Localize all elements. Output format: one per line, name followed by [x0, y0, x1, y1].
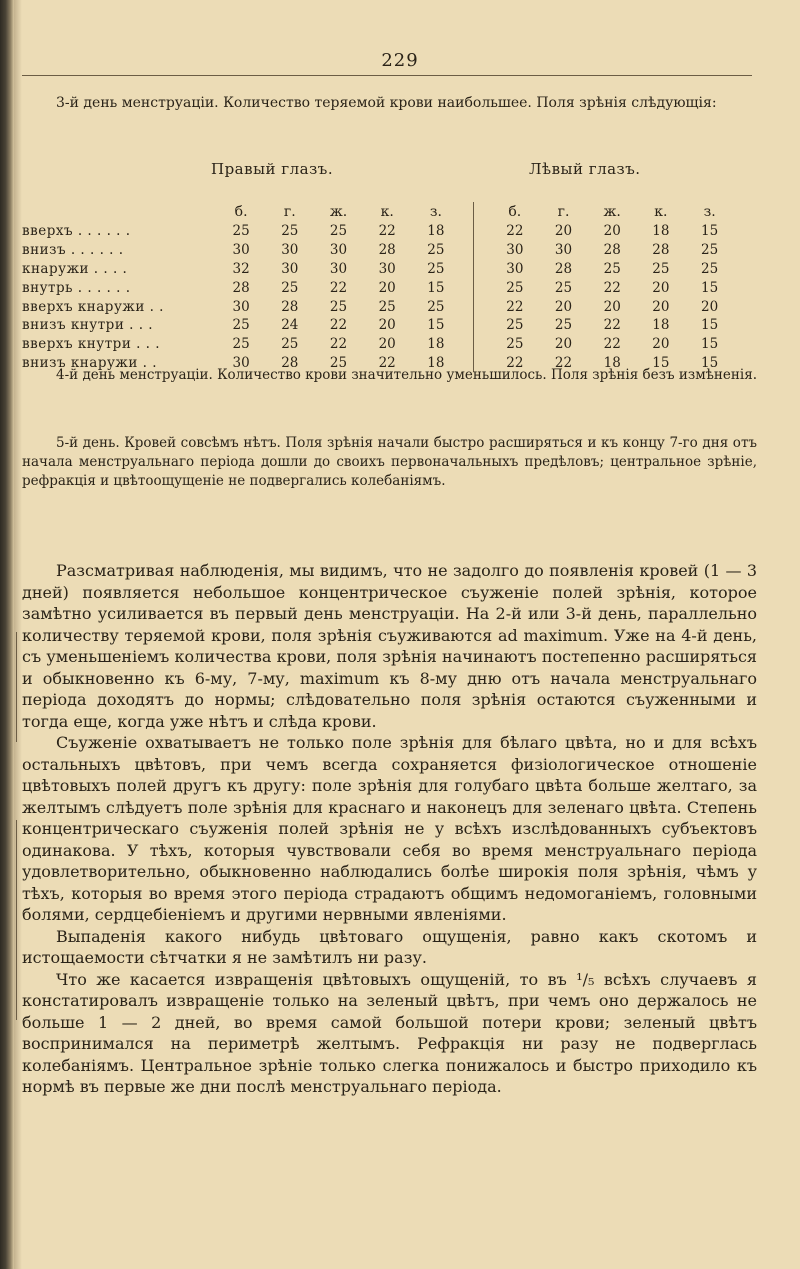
row-label: внизъ кнаружи . . — [22, 354, 157, 371]
right-eye-value: 25 — [427, 260, 445, 277]
left-eye-value: 25 — [554, 279, 573, 296]
left-eye-value: 15 — [652, 354, 670, 371]
left-eye-value: 20 — [652, 279, 670, 296]
left-eye-value: 20 — [554, 298, 573, 315]
table-row — [22, 316, 734, 335]
column-divider — [460, 335, 474, 354]
left-eye-value: 25 — [701, 242, 719, 259]
left-eye-value: 28 — [554, 260, 573, 277]
left-eye-value: 20 — [652, 298, 670, 315]
right-eye-value: 25 — [329, 298, 348, 315]
left-eye-value: 18 — [652, 317, 670, 334]
col-header: з. — [429, 204, 442, 220]
left-eye-value: 28 — [603, 242, 621, 259]
right-eye-value: 28 — [378, 242, 396, 259]
spacer — [474, 297, 491, 316]
right-eye-value: 25 — [427, 298, 445, 315]
body-paragraph: Разсматривая наблюденія, мы видимъ, что не задолго до появленія кровей (1 — 3 дней) появляется небольшое концентрическое съуженіе полей зрѣнія, которое замѣтно усиливается въ первый день менструаціи. На 2-й или 3-й день, параллельно количеству теряемой крови, поля зрѣнія съуживаются ad maximum. Уже на 4-й день, съ уменьшеніемъ количества крови, поля зрѣнія начинаютъ постепенно расширяться и обыкновенно къ 6-му, 7-му, maximum къ 8-му дню отъ начала менструальнаго періода доходятъ до нормы; слѣдовательно поля зрѣнія остаются съуженными и тогда еще, когда уже нѣтъ и слѣда крови. — [22, 561, 757, 731]
table-row — [22, 241, 734, 260]
right-eye-value: 22 — [378, 223, 396, 240]
spacer — [474, 241, 491, 260]
right-eye-value: 20 — [378, 336, 396, 353]
left-eye-value: 20 — [652, 336, 670, 353]
table-header-row — [22, 202, 734, 222]
left-eye-value: 30 — [554, 242, 573, 259]
col-header: г. — [283, 204, 296, 220]
row-label: вверхъ . . . . . . — [22, 223, 131, 240]
row-label: кнаружи . . . . — [22, 260, 128, 277]
body-paragraph: Выпаденія какого нибудь цвѣтоваго ощущенія, равно какъ скотомъ и истощаемости сѣтчатки я не замѣтилъ ни разу. — [22, 926, 757, 967]
spacer — [474, 222, 491, 241]
left-eye-value: 28 — [652, 242, 670, 259]
main-text — [22, 560, 757, 1098]
left-eye-value: 15 — [701, 336, 719, 353]
right-eye-value: 30 — [281, 260, 299, 277]
right-eye-value: 20 — [378, 279, 396, 296]
left-eye-value: 25 — [506, 317, 524, 334]
col-header: б. — [234, 204, 248, 220]
day3-paragraph — [22, 93, 757, 113]
right-eye-value: 25 — [329, 223, 348, 240]
right-eye-value: 25 — [281, 223, 299, 240]
left-eye-value: 15 — [701, 354, 719, 371]
right-eye-value: 25 — [232, 336, 250, 353]
row-label: вверхъ кнутри . . . — [22, 336, 161, 353]
spacer — [474, 202, 491, 222]
table-row — [22, 278, 734, 297]
day5-paragraph — [22, 434, 757, 491]
table-row — [22, 297, 734, 316]
right-eye-value: 30 — [232, 242, 250, 259]
right-eye-value: 30 — [329, 260, 348, 277]
margin-mark — [16, 632, 17, 742]
right-eye-value: 25 — [232, 223, 250, 240]
table-body — [22, 222, 734, 372]
day4-text: 4-й день менструаціи. Количество крови значительно уменьшилось. Поля зрѣнія безъ измѣненія. — [56, 367, 758, 383]
left-eye-value: 22 — [554, 354, 573, 371]
left-eye-value: 20 — [603, 298, 621, 315]
left-eye-value: 25 — [603, 260, 621, 277]
day3-text: 3-й день менструаціи. Количество теряемой крови наибольшее. Поля зрѣнія слѣдующія: — [56, 95, 717, 111]
left-eye-value: 22 — [506, 298, 524, 315]
row-label: внизъ . . . . . . — [22, 242, 124, 259]
day5-text: 5-й день. Кровей совсѣмъ нѣтъ. Поля зрѣнія начали быстро расширяться и къ концу 7-го дня отъ начала менструальнаго періода дошли до своихъ первоначальныхъ предѣловъ; центральное зрѣніе, рефракція и цвѣтоощущеніе не подвергались колебаніямъ. — [22, 435, 757, 489]
column-divider — [460, 316, 474, 335]
right-eye-value: 30 — [378, 260, 396, 277]
right-eye-value: 30 — [281, 242, 299, 259]
table-row — [22, 335, 734, 354]
left-eye-title: Лѣвый глазъ. — [529, 160, 641, 178]
right-eye-value: 24 — [281, 317, 299, 334]
column-divider — [460, 260, 474, 279]
right-eye-value: 30 — [329, 242, 348, 259]
body-paragraph: Что же касается извращенія цвѣтовыхъ ощущеній, то въ ¹/₅ всѣхъ случаевъ я констатировалъ извращеніе только на зеленый цвѣтъ, при чемъ оно держалось не больше 1 — 2 дней, во время самой большой потери крови; зеленый цвѣтъ воспринимался на периметрѣ желтымъ. Рефракція ни разу не подверглась колебаніямъ. Центральное зрѣніе только слегка понижалось и быстро приходило къ нормѣ въ первые же дни послѣ менструальнаго періода. — [22, 969, 757, 1096]
right-eye-value: 25 — [427, 242, 445, 259]
right-eye-value: 30 — [232, 354, 250, 371]
left-eye-value: 30 — [506, 242, 524, 259]
left-eye-value: 25 — [506, 336, 524, 353]
left-eye-value: 22 — [506, 354, 524, 371]
left-eye-value: 30 — [506, 260, 524, 277]
column-divider — [460, 222, 474, 241]
left-eye-value: 22 — [506, 223, 524, 240]
col-header: з. — [703, 204, 716, 220]
right-eye-value: 18 — [427, 223, 445, 240]
right-eye-value: 22 — [378, 354, 396, 371]
right-eye-value: 28 — [281, 298, 299, 315]
right-eye-value: 15 — [427, 279, 445, 296]
left-eye-value: 18 — [603, 354, 621, 371]
left-eye-value: 22 — [603, 279, 621, 296]
right-eye-value: 28 — [281, 354, 299, 371]
right-eye-value: 22 — [329, 317, 348, 334]
table-row — [22, 222, 734, 241]
right-eye-title: Правый глазъ. — [211, 160, 334, 178]
right-eye-value: 25 — [281, 336, 299, 353]
table-row — [22, 260, 734, 279]
left-eye-value: 20 — [554, 223, 573, 240]
left-eye-value: 25 — [652, 260, 670, 277]
col-header: ж. — [603, 204, 621, 220]
header-label-cell — [22, 202, 217, 222]
column-divider — [460, 278, 474, 297]
col-header: б. — [508, 204, 522, 220]
left-eye-value: 20 — [603, 223, 621, 240]
column-divider — [460, 241, 474, 260]
right-eye-value: 25 — [232, 317, 250, 334]
right-eye-value: 30 — [232, 298, 250, 315]
left-eye-value: 22 — [603, 317, 621, 334]
spacer — [474, 316, 491, 335]
row-label: внизъ кнутри . . . — [22, 317, 154, 334]
col-header: к. — [380, 204, 394, 220]
left-eye-value: 22 — [603, 336, 621, 353]
left-eye-value: 25 — [506, 279, 524, 296]
visual-field-table — [22, 202, 734, 372]
right-eye-value: 15 — [427, 317, 445, 334]
right-eye-value: 25 — [281, 279, 299, 296]
right-eye-value: 18 — [427, 336, 445, 353]
right-eye-value: 25 — [378, 298, 396, 315]
left-eye-value: 15 — [701, 223, 719, 240]
col-header: ж. — [329, 204, 348, 220]
left-eye-value: 20 — [554, 336, 573, 353]
right-eye-value: 22 — [329, 279, 348, 296]
right-eye-value: 28 — [232, 279, 250, 296]
book-binding-edge — [0, 0, 14, 1269]
column-divider — [460, 297, 474, 316]
left-eye-value: 20 — [701, 298, 719, 315]
left-eye-value: 18 — [652, 223, 670, 240]
day4-paragraph — [22, 366, 757, 385]
left-eye-value: 15 — [701, 279, 719, 296]
col-header: к. — [654, 204, 668, 220]
right-eye-value: 18 — [427, 354, 445, 371]
spacer — [474, 260, 491, 279]
margin-mark — [16, 820, 17, 1020]
body-paragraph: Съуженіе охватываетъ не только поле зрѣнія для бѣлаго цвѣта, но и для всѣхъ остальныхъ цвѣтовъ, при чемъ всегда сохраняется физіологическое отношеніе цвѣтовыхъ полей другъ къ другу: поле зрѣнія для голубаго цвѣта больше желтаго, за желтымъ слѣдуетъ поле зрѣнія для краснаго и наконецъ для зеленаго цвѣта. Степень концентрическаго съуженія полей зрѣнія не у всѣхъ изслѣдованныхъ субъектовъ одинакова. У тѣхъ, которыя чувствовали себя во время менструальнаго періода удовлетворительно, обыкновенно наблюдались болѣе широкія поля зрѣнія, чѣмъ у тѣхъ, которыя во время этого періода страдаютъ общимъ недомоганіемъ, головными болями, сердцебіеніемъ и другими нервными явленіями. — [22, 733, 757, 924]
row-label: внутрь . . . . . . — [22, 279, 131, 296]
right-eye-value: 25 — [329, 354, 348, 371]
right-eye-value: 32 — [232, 260, 250, 277]
page-number: 229 — [381, 50, 419, 71]
col-header: г. — [557, 204, 570, 220]
left-eye-value: 25 — [554, 317, 573, 334]
column-divider — [460, 202, 474, 222]
left-eye-value: 25 — [701, 260, 719, 277]
right-eye-value: 20 — [378, 317, 396, 334]
spacer — [474, 278, 491, 297]
left-eye-value: 15 — [701, 317, 719, 334]
right-eye-value: 22 — [329, 336, 348, 353]
spacer — [474, 335, 491, 354]
header-rule — [22, 75, 752, 76]
row-label: вверхъ кнаружи . . — [22, 298, 164, 315]
